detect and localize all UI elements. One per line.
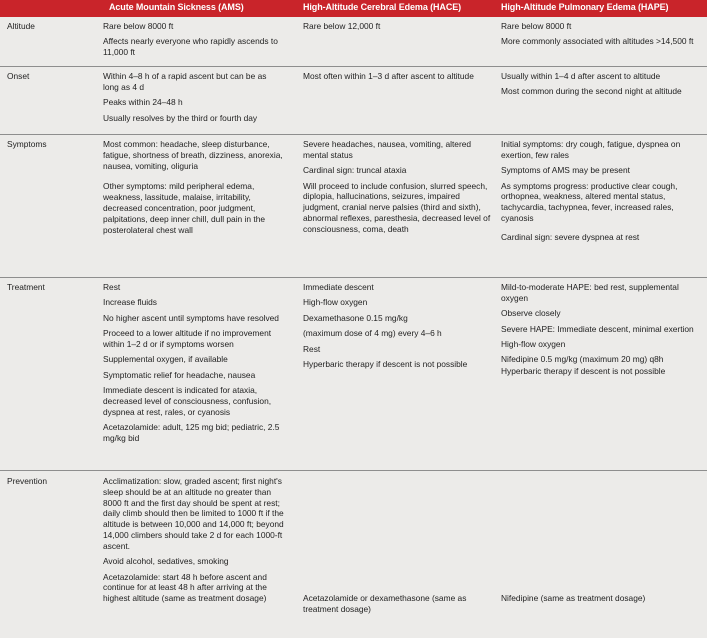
cell-text: Affects nearly everyone who rapidly ascends to 11,000 ft bbox=[103, 36, 278, 58]
cell-text: Most often within 1–3 d after ascent to altitude bbox=[303, 71, 474, 81]
cell-text: Nifedipine 0.5 mg/kg (maximum 20 mg) q8h bbox=[501, 354, 664, 365]
cell-text: Rest bbox=[103, 282, 121, 292]
cell-text: Mild-to-moderate HAPE: bed rest, supplemental oxygen bbox=[501, 282, 679, 303]
cell-text: More commonly associated with altitudes >14,500 ft bbox=[501, 36, 694, 47]
row-label: Symptoms bbox=[7, 139, 47, 149]
cell-text: Rare below 12,000 ft bbox=[303, 21, 381, 31]
cell-text: Acetazolamide or dexamethasone (same as treatment dosage) bbox=[303, 593, 467, 614]
row-divider bbox=[0, 470, 707, 471]
row-divider bbox=[0, 277, 707, 278]
cell-text: Severe headaches, nausea, vomiting, altered mental status bbox=[303, 139, 472, 160]
cell-text: Immediate descent is indicated for ataxia, decreased level of consciousness, confusion, dyspnea at rest, rales, or cyanosis bbox=[103, 385, 272, 417]
cell-text: Acclimatization: slow, graded ascent; first night's sleep should be at an altitude no greater than 8000 ft and the first day should be spent at rest; daily climb should then be limited to 1000 ft if the altitude is between 10,000 and 14,000 ft; beyond 14,000 climbers should take 2 d for each 1000-ft ascent. bbox=[103, 476, 284, 551]
header-ams: Acute Mountain Sickness (AMS) bbox=[109, 2, 244, 12]
row-divider bbox=[0, 66, 707, 67]
cell-text: (maximum dose of 4 mg) every 4–6 h bbox=[303, 328, 442, 339]
cell-text: Most common: headache, sleep disturbance, fatigue, shortness of breath, dizziness, anorexia, nausea, vomiting, oliguria bbox=[103, 139, 283, 171]
header-hace: High-Altitude Cerebral Edema (HACE) bbox=[303, 2, 462, 12]
cell-text: Nifedipine (same as treatment dosage) bbox=[501, 593, 646, 603]
row-label: Altitude bbox=[7, 21, 35, 31]
cell-text: Hyperbaric therapy if descent is not possible bbox=[303, 358, 468, 369]
cell-text: Symptomatic relief for headache, nausea bbox=[103, 369, 256, 380]
cell-text: Immediate descent bbox=[303, 282, 374, 292]
cell-text: Acetazolamide: start 48 h before ascent and continue for at least 48 h after arriving at the highest altitude (same as treatment dosage) bbox=[103, 571, 267, 604]
cell-text: Acetazolamide: adult, 125 mg bid; pediatric, 2.5 mg/kg bid bbox=[103, 422, 280, 443]
cell-text: Usually resolves by the third or fourth day bbox=[103, 112, 258, 123]
cell-text: As symptoms progress: productive clear cough, orthopnea, weakness, altered mental status, tachycardia, tachypnea, fever, increased rales, cyanosis bbox=[501, 180, 678, 223]
header-hape: High-Altitude Pulmonary Edema (HAPE) bbox=[501, 2, 669, 12]
cell-text: Dexamethasone 0.15 mg/kg bbox=[303, 312, 408, 323]
row-label: Onset bbox=[7, 71, 30, 81]
cell-text: Proceed to a lower altitude if no improvement within 1–2 d or if symptoms worsen bbox=[103, 328, 272, 349]
cell-text: Peaks within 24–48 h bbox=[103, 97, 183, 108]
cell-text: Cardinal sign: truncal ataxia bbox=[303, 165, 407, 176]
cell-text: Supplemental oxygen, if available bbox=[103, 354, 228, 365]
cell-text: Rare below 8000 ft bbox=[103, 21, 174, 31]
cell-text: Avoid alcohol, sedatives, smoking bbox=[103, 556, 229, 567]
cell-text: Hyperbaric therapy if descent is not possible bbox=[501, 366, 666, 377]
cell-text: High-flow oxygen bbox=[303, 297, 368, 308]
row-divider bbox=[0, 134, 707, 135]
cell-text: Initial symptoms: dry cough, fatigue, dyspnea on exertion, few rales bbox=[501, 139, 681, 160]
cell-text: Within 4–8 h of a rapid ascent but can be as long as 4 d bbox=[103, 71, 267, 92]
row-label: Treatment bbox=[7, 282, 45, 292]
cell-text: No higher ascent until symptoms have resolved bbox=[103, 312, 279, 323]
cell-text: Cardinal sign: severe dyspnea at rest bbox=[501, 231, 640, 242]
table-header bbox=[0, 0, 707, 17]
row-label: Prevention bbox=[7, 476, 48, 486]
cell-text: Severe HAPE: Immediate descent, minimal exertion bbox=[501, 323, 694, 334]
cell-text: Rare below 8000 ft bbox=[501, 21, 572, 31]
cell-text: Usually within 1–4 d after ascent to altitude bbox=[501, 71, 661, 81]
cell-text: Increase fluids bbox=[103, 297, 157, 308]
cell-text: Rest bbox=[303, 343, 321, 354]
cell-text: Other symptoms: mild peripheral edema, weakness, lassitude, malaise, irritability, decreased concentration, poor judgment, palpitations, deep inner chill, dull pain in the posterolateral chest wall bbox=[103, 181, 266, 235]
cell-text: Observe closely bbox=[501, 308, 561, 319]
cell-text: Will proceed to include confusion, slurred speech, diplopia, hallucinations, seizures, impaired judgment, cranial nerve palsies (third and sixth), abnormal reflexes, paresthesia, decreased level of consciousness, coma, death bbox=[303, 180, 491, 234]
cell-text: Symptoms of AMS may be present bbox=[501, 165, 630, 176]
cell-text: Most common during the second night at altitude bbox=[501, 86, 682, 97]
cell-text: High-flow oxygen bbox=[501, 338, 566, 349]
